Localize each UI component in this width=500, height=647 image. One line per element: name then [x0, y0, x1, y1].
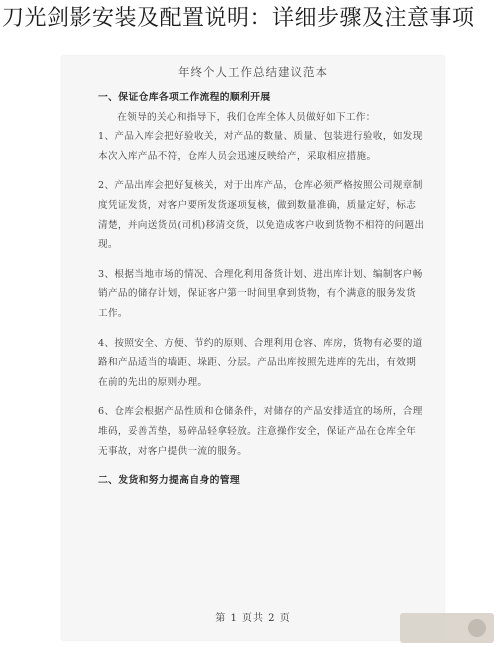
intro-paragraph: 在领导的关心和指导下，我们仓库全体人员做好如下工作： — [117, 111, 376, 123]
document-body — [98, 88, 426, 491]
list-item: 6、仓库会根据产品性质和仓储条件，对储存的产品安排适宜的场所，合理堆码，妥善苫垫，易碎品轻拿轻放。注意操作安全，保证产品在仓库全年无事故，对客户提供一流的服务。 — [98, 406, 423, 457]
list-item: 2、产品出库会把好复核关，对于出库产品，仓库必须严格按照公司规章制度凭证发货，对客户要所发货逐项复核，做到数量准确，质量定好，标志清楚，并向送货员(司机)移清交货，以免造成客户收到货物不相符的问题出现。 — [98, 180, 425, 251]
list-item: 4、按照安全、方便、节约的原则、合理利用仓容、库房，货物有必要的道路和产品适当的墙距、垛距、分层。产品出库按照先进库的先出，有效期在前的先出的原则办理。 — [98, 337, 423, 388]
list-item: 1、产品入库会把好验收关，对产品的数量、质量、包装进行验收，如发现本次入库产品不符，仓库人员会迅速反映给产，采取相应措施。 — [98, 131, 423, 162]
page-number: 第 1 页共 2 页 — [215, 613, 291, 624]
section-heading-1: 一、保证仓库各项工作流程的顺利开展 — [98, 92, 271, 103]
list-item: 3、根据当地市场的情况、合理化利用备货计划、进出库计划、编制客户畅销产品的储存计划，保证客户第一时间里拿到货物，有个满意的服务发货工作。 — [98, 268, 423, 319]
document-title: 年终个人工作总结建议范本 — [178, 65, 328, 79]
watermark-logo-icon — [468, 619, 486, 637]
page-headline: 刀光剑影安装及配置说明：详细步骤及注意事项 — [2, 6, 475, 31]
section-heading-2: 二、发货和努力提高自身的管理 — [98, 475, 241, 487]
document-page — [62, 56, 444, 640]
watermark-badge — [400, 613, 494, 643]
